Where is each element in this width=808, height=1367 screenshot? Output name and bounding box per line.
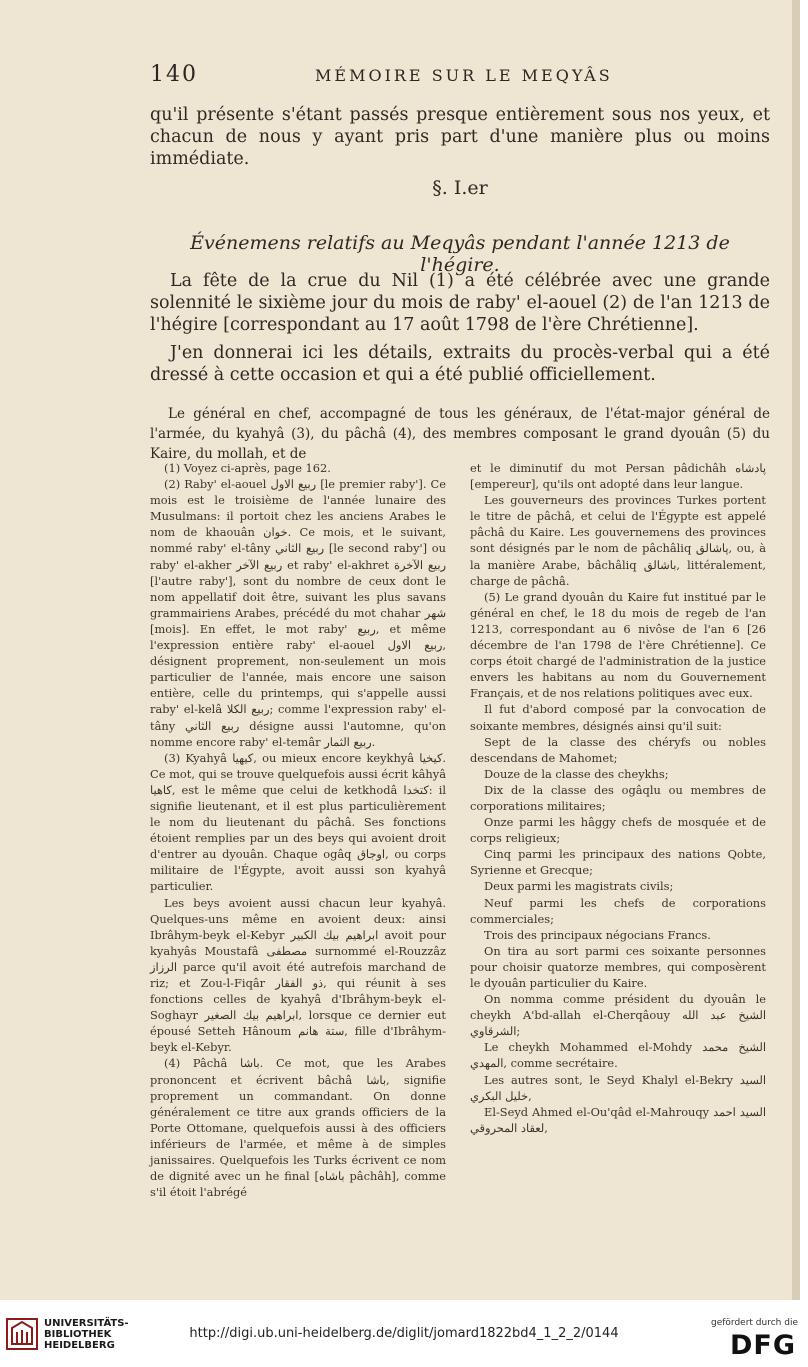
footnote: (4) Pâchâ باشا. Ce mot, que les Arabes prononcent et écrivent bâchâ باشا, signifie proprement un commandant. On donne généralement ce titre aux grands officiers de la Porte Ottomane, quelquefois aussi à des officiers inférieurs de l'armée, et même à de simples janissaires. Quelquefois les Turks écrivent ce nom de dignité avec un he final [باشاه pâchâh], comme s'il étoit l'abrégé [150, 1056, 446, 1200]
paragraph-3: Le général en chef, accompagné de tous les généraux, de l'état-major général de l'armée, du kyahyâ (3), du pâchâ (4), des membres composant le grand dyouân (5) du Kaire, du mollah, et de [150, 406, 770, 462]
library-name: UNIVERSITÄTS- BIBLIOTHEK HEIDELBERG [44, 1318, 129, 1351]
footnote: El-Seyd Ahmed el-Ou'qâd el-Mahrouqy السيد احمد لعقاد المحروقي, [470, 1104, 766, 1135]
footnote: Neuf parmi les chefs de corporations commerciales; [470, 895, 766, 926]
paper-edge [792, 0, 800, 1300]
footnote: On nomma comme président du dyouân le cheykh A'bd-allah el-Cherqâouy الشيخ عبد الله الشرقاوي; [470, 992, 766, 1039]
footnotes-left-column [150, 460, 446, 1200]
footer-bar [0, 1300, 808, 1367]
footnote: Il fut d'abord composé par la convocation de soixante membres, désignés ainsi qu'il suit: [470, 702, 766, 733]
footnote: Deux parmi les magistrats civils; [484, 879, 674, 894]
dfg-logo: DFG [729, 1330, 796, 1361]
running-title: MÉMOIRE SUR LE MEQYÂS [315, 66, 613, 85]
footnote: Les autres sont, le Seyd Khalyl el-Bekry السيد خليل البكري, [470, 1072, 766, 1103]
page-number: 140 [150, 62, 198, 87]
paragraph-1: La fête de la crue du Nil (1) a été célébrée avec une grande solennité le sixième jour du mois de raby' el-aouel (2) de l'an 1213 de l'hégire [correspondant au 17 août 1798 de l'ère Chrétienne]. [150, 271, 770, 335]
funded-by-label: gefördert durch die [711, 1318, 798, 1328]
footnote: Les gouverneurs des provinces Turkes portent le titre de pâchâ, et celui de l'Égypte est appelé pâchâ du Kaire. Les gouvernemens des provinces sont désignés par le nom de pâchâliq پاشالق, ou, à la manière Arabe, bâchâliq باشالق, littéralement, charge de pâchâ. [470, 493, 767, 588]
source-url-link[interactable]: http://digi.ub.uni-heidelberg.de/diglit/jomard1822bd4_1_2_2/0144 [189, 1326, 619, 1341]
footnote: On tira au sort parmi ces soixante personnes pour choisir quatorze membres, qui composèrent le dyouân particulier du Kaire. [470, 943, 766, 990]
section-heading: Événemens relatifs au Meqyâs pendant l'année 1213 de l'hégire. [190, 232, 730, 276]
running-header [150, 62, 770, 92]
paragraph-2: J'en donnerai ici les détails, extraits du procès-verbal qui a été dressé à cette occasion et qui a été publié officiellement. [150, 343, 770, 385]
footnote: (3) Kyahyâ كيهيا, ou mieux encore keykhyâ كيخيا. Ce mot, qui se trouve quelquefois aussi écrit kâhyâ كاهيا, est le même que celui de ketkhodâ كتخدا: il signifie lieutenant, et il est plus particulièrement le nom du lieutenant du pâchâ. Ses fonctions étoient remplies par un des beys qui avoient droit d'entrer au dyouân. Chaque ogâq اوجاق, ou corps militaire de l'Égypte, avoit aussi son kyahyâ particulier. [150, 750, 447, 894]
footnote: (1) Voyez ci-après, page 162. [164, 461, 331, 475]
footnote: Cinq parmi les principaux des nations Qobte, Syrienne et Grecque; [470, 847, 766, 878]
footnote: Sept de la classe des chéryfs ou nobles descendans de Mahomet; [470, 734, 766, 765]
footnote: Douze de la classe des cheykhs; [484, 766, 669, 781]
footnote: Les beys avoient aussi chacun leur kyahyâ. Quelques-uns même en avoient deux: ainsi Ibrâhym-beyk el-Kebyr ابراهيم بيك الكبير avoit pour kyahyâs Moustafâ مصطفى surnommé el-Rouzzâz الرزاز parce qu'il avoit été autrefois marchand de riz; et Zou-l-Fiqâr ذو الفقار, qui réunit à ses fonctions celles de kyahyâ d'Ibrâhym-beyk el-Soghayr ابراهيم بيك الصغير, lorsque ce dernier eut épousé Setteh Hânoum ستة هانم, fille d'Ibrâhym-beyk el-Kebyr. [150, 895, 447, 1055]
footnote: Onze parmi les hâggy chefs de mosquée et de corps religieux; [470, 815, 766, 846]
footnote: (5) Le grand dyouân du Kaire fut institué par le général en chef, le 18 du mois de regeb de l'an 1213, correspondant au 6 nivôse de l'an 6 [26 décembre de l'an 1798 de l'ère Chrétienne]. Ce corps étoit chargé de l'administration de la justice envers les habitans au nom du Gouvernement Français, et de nos relations politiques avec eux. [470, 589, 766, 701]
intro-text: qu'il présente s'étant passés presque entièrement sous nos yeux, et chacun de nous y ayant pris part d'une manière plus ou moins immédiate. [150, 105, 770, 169]
footnote: Trois des principaux négocians Francs. [484, 927, 711, 942]
section-mark: §. I.er [432, 177, 488, 199]
footnote: Le cheykh Mohammed el-Mohdy الشيخ محمد المهدي, comme secrétaire. [470, 1040, 766, 1071]
footnote: Dix de la classe des ogâqlu ou membres de corporations militaires; [470, 782, 766, 813]
footnote: et le diminutif du mot Persan pâdichâh پادشاه [empereur], qu'ils ont adopté dans leur langue. [470, 461, 766, 492]
footnote: (2) Raby' el-aouel ربيع الاول [le premier raby']. Ce mois est le troisième de l'année lunaire des Musulmans: il portoit chez les anciens Arabes le nom de khaouân خوان. Ce mois, et le suivant, nommé raby' el-tâny ربيع الثاني [le second raby'] ou raby' el-akher ربيع الآخر et raby' el-akhret ربيع الآخرة [l'autre raby'], sont du nombre de ceux dont le nom appellatif doit être, suivant les plus savans grammairiens Arabes, précédé du mot chahar شهر [mois]. En effet, le mot raby' ربيع, et même l'expression entière raby' el-aouel ربيع الاول, désignent proprement, non-seulement un mois particulier de l'année, mais encore une saison entière, celle du printemps, qui s'appelle aussi raby' el-kelâ ربيع الكلا; comme l'expression raby' el-tâny ربيع الثاني désigne aussi l'automne, qu'on nomme encore raby' el-temâr ربيع الثمار. [150, 477, 447, 749]
footnotes-right-column [470, 460, 766, 1136]
